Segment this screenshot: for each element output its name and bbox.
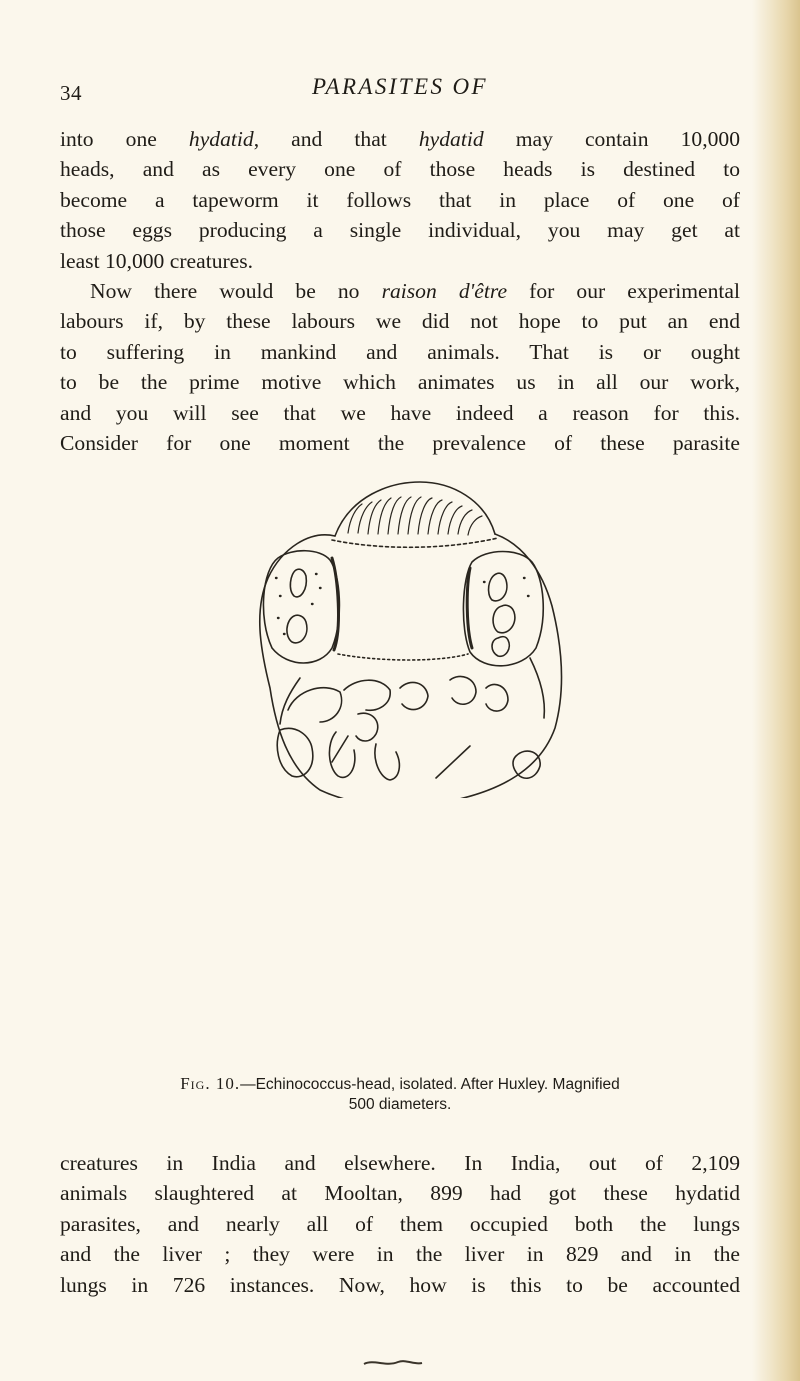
text-line: least 10,000 creatures. <box>60 248 254 273</box>
text-line: into one hydatid, and that hydatid may contain 10,000 <box>60 127 740 151</box>
text-line: parasites, and nearly all of them occupied both the lungs <box>60 1211 740 1236</box>
caption-line: 500 diameters. <box>348 1096 452 1113</box>
text-line: labours if, by these labours we did not hope to put an end <box>60 309 740 334</box>
text-line: lungs in 726 instances. Now, how is this to be accounted <box>60 1272 740 1297</box>
text-line: become a tapeworm it follows that in place of one of <box>60 187 740 212</box>
text-line: to suffering in mankind and animals. That is or ought <box>60 339 740 364</box>
text-line: heads, and as every one of those heads is destined to <box>60 157 740 182</box>
text-line: creatures in India and elsewhere. In India, out of 2,109 <box>60 1151 740 1175</box>
text-line: and the liver ; they were in the liver in 829 and in the <box>60 1242 740 1267</box>
page-number: 34 <box>60 81 82 105</box>
text-line: Consider for one moment the prevalence of these parasite <box>60 431 740 456</box>
figure-label: Fig. 10. <box>180 1074 241 1093</box>
figure-caption <box>60 1074 740 1115</box>
page-edge-shading <box>752 0 800 1381</box>
text-line: animals slaughtered at Mooltan, 899 had got these hydatid <box>60 1181 740 1206</box>
text-line: and you will see that we have indeed a reason for this. <box>60 400 740 425</box>
printer-mark-icon <box>360 1357 430 1369</box>
text-line: to be the prime motive which animates us in all our work, <box>60 370 740 395</box>
echinococcus-head-illustration <box>240 478 580 798</box>
italic-phrase: raison d'être <box>381 279 508 304</box>
caption-line: Fig. 10.—Echinococcus-head, isolated. After Huxley. Magnified <box>180 1074 620 1093</box>
text-line: Now there would be no raison d'être for our experimental <box>90 279 741 304</box>
body-text-bottom <box>60 1148 740 1300</box>
body-text-top <box>60 124 740 458</box>
text-line: those eggs producing a single individual, you may get at <box>60 218 740 243</box>
running-head: PARASITES OF <box>312 74 488 99</box>
